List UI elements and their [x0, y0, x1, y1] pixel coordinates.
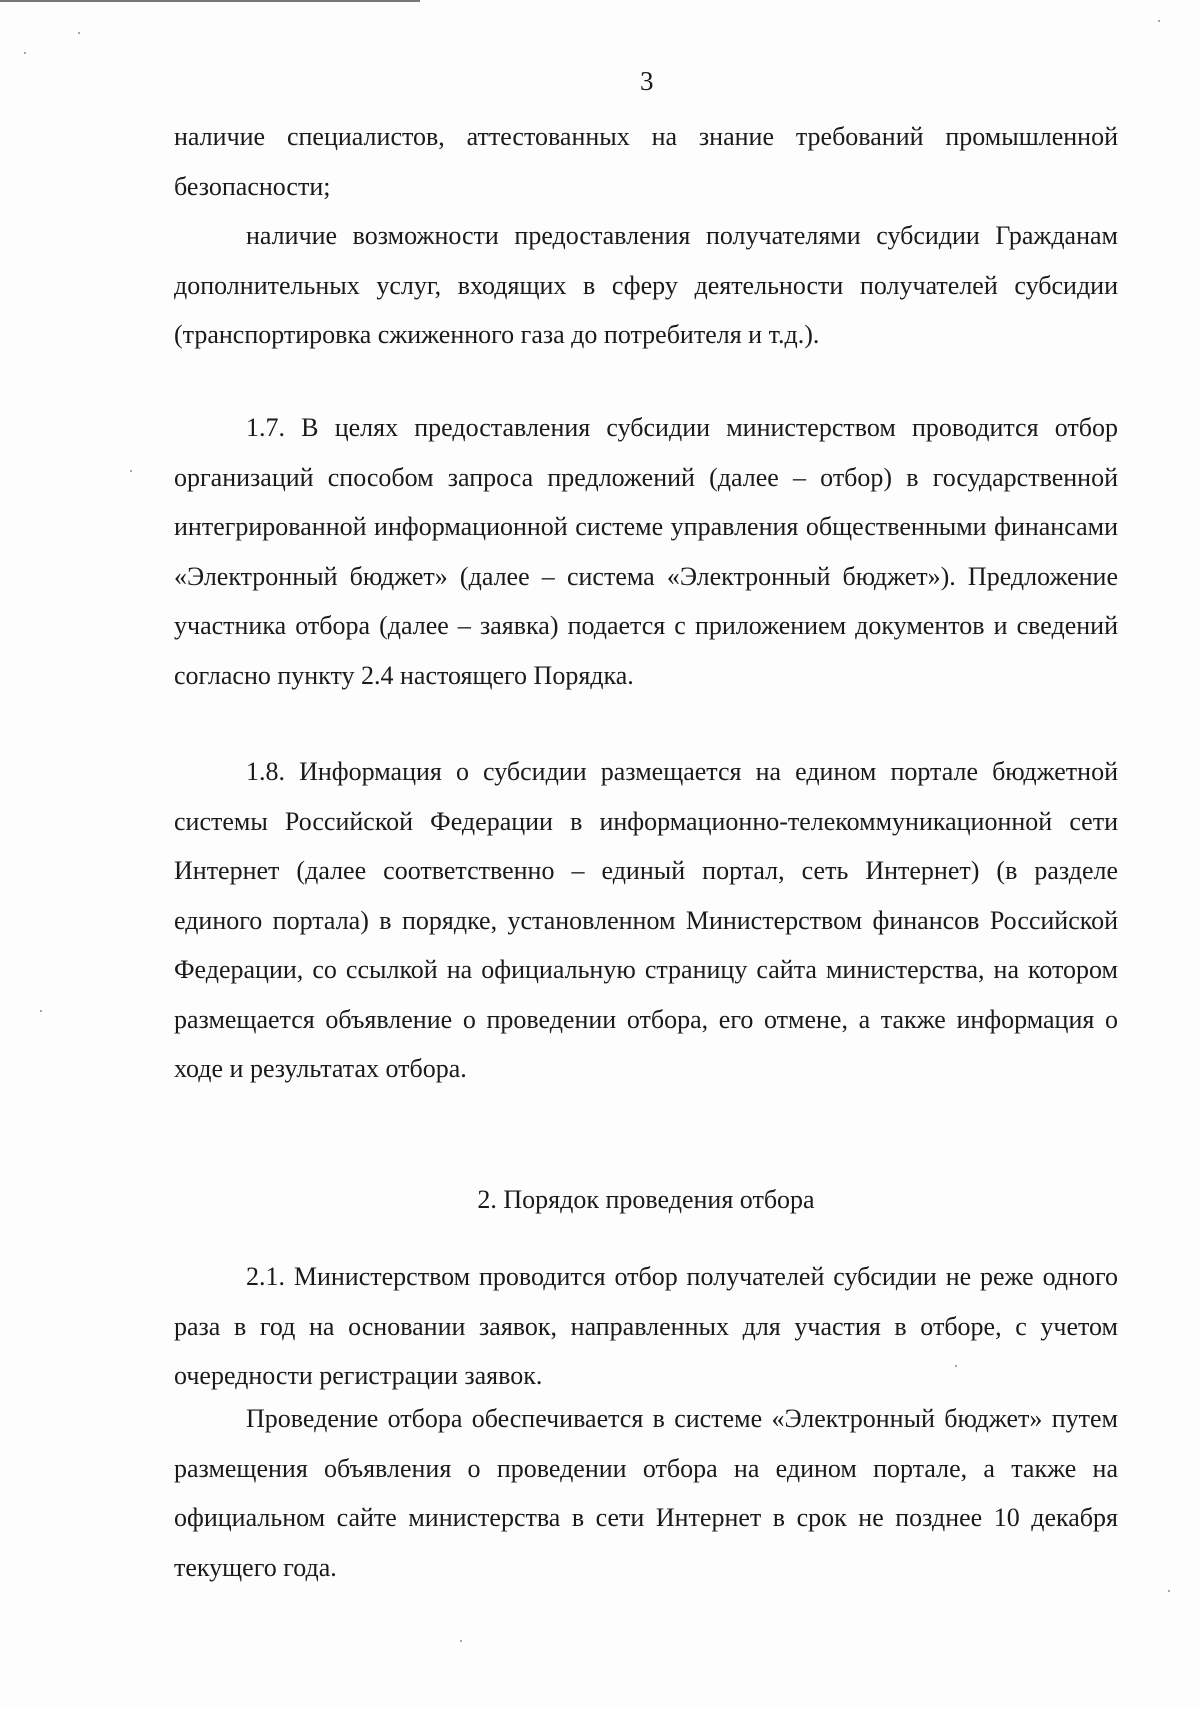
paragraph-2-1: 2.1. Министерством проводится отбор получателей субсидии не реже одного раза в год на основании заявок, направленных для участия в отборе, с учетом очередности регистрации заявок. — [174, 1262, 1118, 1390]
scan-speck — [1168, 1590, 1170, 1592]
scan-speck — [24, 52, 26, 54]
paragraph-electronic-budget: Проведение отбора обеспечивается в системе «Электронный бюджет» путем размещения объявления о проведении отбора на едином портале, а также на официальном сайте министерства в сети Интернет в срок не позднее 10 декабря текущего года. — [174, 1404, 1118, 1582]
scan-speck — [1158, 20, 1160, 22]
section-heading: 2. Порядок проведения отбора — [477, 1185, 815, 1214]
scan-speck — [78, 32, 80, 34]
paragraph-specialists: наличие специалистов, аттестованных на знание требований промышленной безопасности; — [174, 122, 1118, 201]
scan-speck — [460, 1640, 462, 1642]
scan-speck — [130, 470, 132, 472]
paragraph-additional-services: наличие возможности предоставления получателями субсидии Гражданам дополнительных услуг, входящих в сферу деятельности получателей субсидии (транспортировка сжиженного газа до потребителя и т.д.). — [174, 221, 1118, 349]
scan-speck — [955, 1365, 957, 1367]
paragraph-1-7: 1.7. В целях предоставления субсидии министерством проводится отбор организаций способом запроса предложений (далее – отбор) в государственной интегрированной информационной системе управления общественными финансами «Электронный бюджет» (далее – система «Электронный бюджет»). Предложение участника отбора (далее – заявка) подается с приложением документов и сведений согласно пункту 2.4 настоящего Порядка. — [174, 413, 1118, 690]
scan-speck — [40, 1010, 42, 1012]
paragraph-1-8: 1.8. Информация о субсидии размещается на едином портале бюджетной системы Российской Федерации в информационно-телекоммуникационной сети Интернет (далее соответственно – единый портал, сеть Интернет) (в разделе единого портала) в порядке, установленном Министерством финансов Российской Федерации, со ссылкой на официальную страницу сайта министерства, на котором размещается объявление о проведении отбора, его отмене, а также информация о ходе и результатах отбора. — [174, 757, 1118, 1083]
page-number: 3 — [640, 66, 654, 96]
scan-edge-line — [0, 0, 420, 2]
